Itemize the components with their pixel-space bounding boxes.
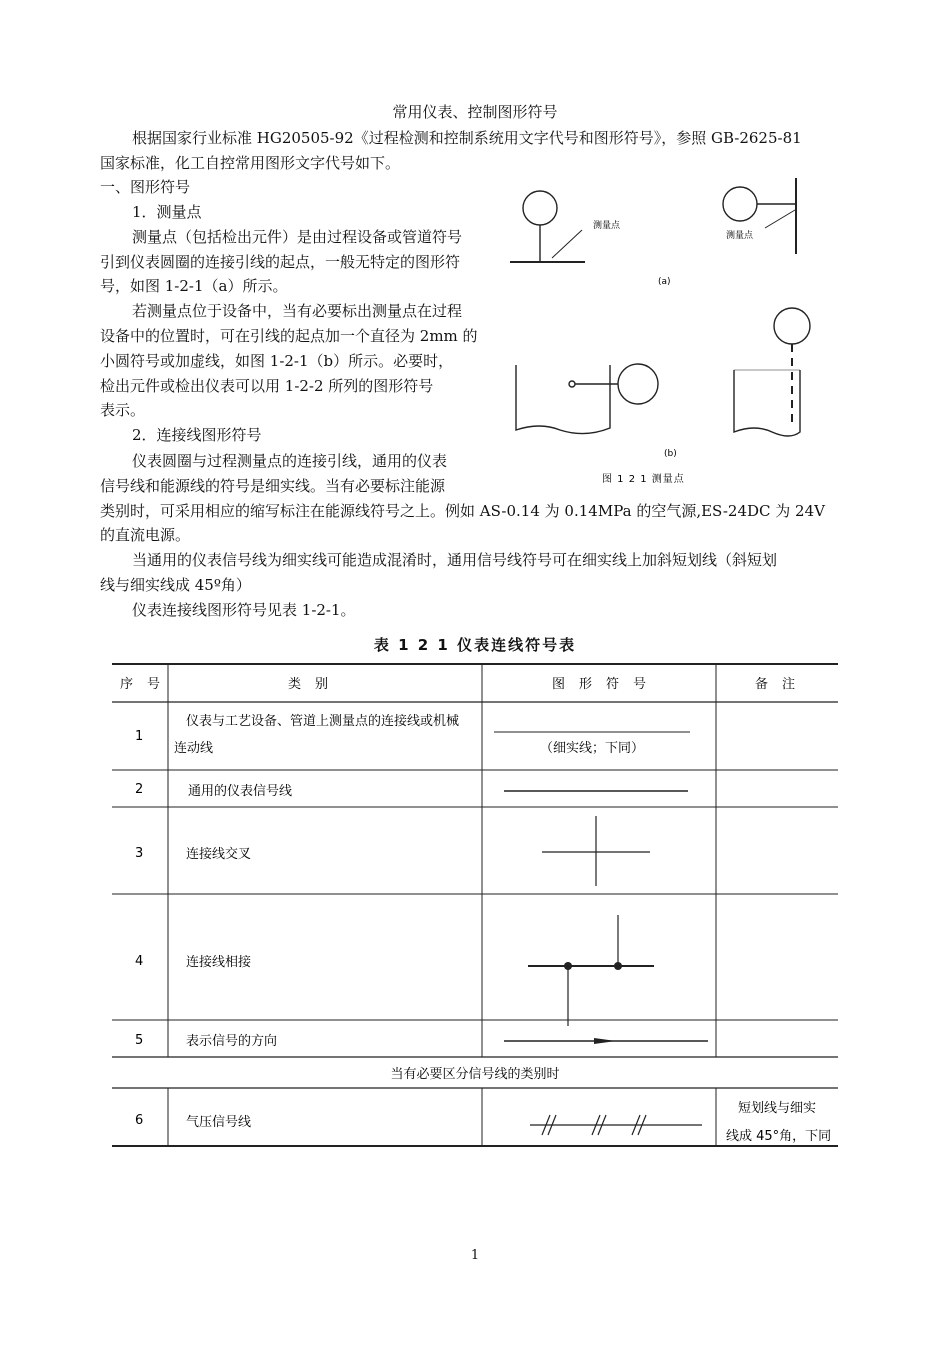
junction-dot-right	[614, 962, 622, 970]
subheading-measurement-point: 1．测量点	[132, 203, 202, 221]
para2-line-2: 设备中的位置时，可在引线的起点加一个直径为 2mm 的	[100, 327, 478, 345]
row3-category: 连接线交叉	[186, 847, 252, 862]
para4-line-1: 当通用的仪表信号线为细实线可能造成混淆时，通用信号线符号可在细实线上加斜短划线（斜短划	[132, 551, 778, 569]
instrument-circle-b-left	[618, 364, 658, 404]
subheading-connection-lines: 2．连接线图形符号	[132, 426, 262, 444]
para1-line-1: 测量点（包括检出元件）是由过程设备或管道符号	[132, 228, 463, 246]
para3-line-4: 的直流电源。	[100, 526, 191, 544]
para2-line-3: 小圆符号或加虚线，如图 1-2-1（b）所示。必要时，	[100, 352, 454, 370]
header-remark: 备注	[755, 677, 810, 692]
figure-measurement-point	[500, 170, 840, 490]
para2-line-1: 若测量点位于设备中，当有必要标出测量点在过程	[132, 302, 463, 320]
row6-remark-line-1: 短划线与细实	[738, 1101, 817, 1116]
row5-category: 表示信号的方向	[186, 1034, 278, 1049]
para5-line: 仪表连接线图形符号见表 1-2-1。	[132, 601, 356, 619]
connection-line-table	[110, 660, 840, 1150]
row4-category: 连接线相接	[186, 955, 252, 970]
para3-line-3: 类别时，可采用相应的缩写标注在能源线符号之上。例如 AS-0.14 为 0.14MPa 的空气源,ES-24DC 为 24V	[100, 502, 825, 520]
page-number: 1	[470, 1248, 480, 1263]
row6-remark-line-2: 线成 45°角，下同	[726, 1129, 832, 1144]
row2-no: 2	[135, 782, 144, 797]
row1-no: 1	[135, 729, 144, 744]
para3-line-2: 信号线和能源线的符号是细实线。当有必要标注能源	[100, 477, 446, 495]
para2-line-5: 表示。	[100, 401, 146, 419]
figure-caption: 图 1 2 1 测量点	[602, 474, 685, 485]
para2-line-4: 检出元件或检出仪表可以用 1-2-2 所列的图形符号	[100, 377, 434, 395]
para1-line-2: 引到仪表圆圈的连接引线的起点，一般无特定的图形符	[100, 253, 461, 271]
header-category: 类别	[288, 677, 343, 692]
junction-dot-left	[564, 962, 572, 970]
row5-no: 5	[135, 1033, 144, 1048]
row1-category-line-2: 连动线	[174, 741, 214, 756]
page-title: 常用仪表、控制图形符号	[392, 103, 558, 121]
row6-category: 气压信号线	[186, 1115, 252, 1130]
signal-direction-arrow	[594, 1038, 616, 1044]
small-circle-point	[569, 381, 575, 387]
para3-line-1: 仪表圆圈与过程测量点的连接引线，通用的仪表	[132, 452, 448, 470]
header-no: 序号	[120, 677, 175, 692]
intro-line-2: 国家标准，化工自控常用图形文字代号如下。	[100, 154, 401, 172]
table-title: 表 1 2 1 仪表连线符号表	[373, 636, 577, 654]
row1-symbol-note: （细实线；下同）	[540, 741, 645, 756]
label-a-right: 测量点	[726, 231, 754, 241]
vessel-b-left	[516, 365, 610, 434]
intro-line-1: 根据国家行业标准 HG20505-92《过程检测和控制系统用文字代号和图形符号》，参照 GB-2625-81	[132, 129, 802, 147]
header-symbol: 图形符号	[552, 677, 661, 692]
vessel-b-right	[734, 370, 800, 436]
span-row-text: 当有必要区分信号线的类别时	[390, 1067, 560, 1082]
row1-category-line-1: 仪表与工艺设备、管道上测量点的连接线或机械	[186, 714, 460, 729]
section-heading-1: 一、图形符号	[100, 178, 191, 196]
row6-no: 6	[135, 1113, 144, 1128]
label-a-left: 测量点	[593, 221, 621, 231]
para4-line-2: 线与细实线成 45º角）	[100, 576, 251, 594]
para1-line-3: 号，如图 1-2-1（a）所示。	[100, 277, 288, 295]
row2-category: 通用的仪表信号线	[188, 784, 293, 799]
row3-no: 3	[135, 846, 144, 861]
instrument-circle-a-left	[523, 191, 557, 225]
instrument-circle-a-right	[723, 187, 757, 221]
instrument-circle-b-right	[774, 308, 810, 344]
subfigure-a-label: (a)	[658, 277, 671, 287]
row4-no: 4	[135, 954, 144, 969]
subfigure-b-label: (b)	[664, 449, 677, 459]
